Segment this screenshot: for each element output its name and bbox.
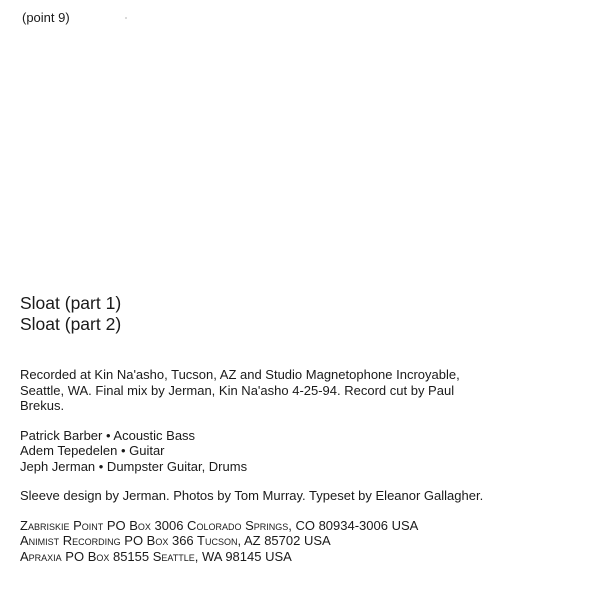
- personnel-item: Adem Tepedelen • Guitar: [20, 443, 165, 458]
- sleeve-credits: Sleeve design by Jerman. Photos by Tom Murray. Typeset by Eleanor Gallagher.: [20, 488, 484, 503]
- recording-notes: Recorded at Kin Na'asho, Tucson, AZ and Studio Magnetophone Incroyable, Seattle, WA. Final mix by Jerman, Kin Na'asho 4-25-94. Record cut by Paul Brekus.: [20, 367, 460, 413]
- credits-block: [20, 367, 490, 564]
- label-address: Animist Recording PO Box 366 Tucson, AZ 85702 USA: [20, 533, 331, 548]
- track-title: Sloat (part 2): [20, 314, 122, 334]
- catalog-number: (point 9): [22, 10, 70, 25]
- personnel-item: Patrick Barber • Acoustic Bass: [20, 427, 196, 443]
- print-speck: [125, 17, 127, 19]
- label-address: Apraxia PO Box 85155 Seattle, WA 98145 USA: [20, 548, 292, 564]
- personnel-item: Jeph Jerman • Dumpster Guitar, Drums: [20, 458, 248, 474]
- address-list: [20, 518, 490, 565]
- personnel-list: [20, 428, 490, 475]
- track-list: [20, 293, 121, 335]
- label-address: Zabriskie Point PO Box 3006 Colorado Springs, CO 80934-3006 USA: [20, 517, 419, 533]
- track-title: Sloat (part 1): [20, 293, 122, 313]
